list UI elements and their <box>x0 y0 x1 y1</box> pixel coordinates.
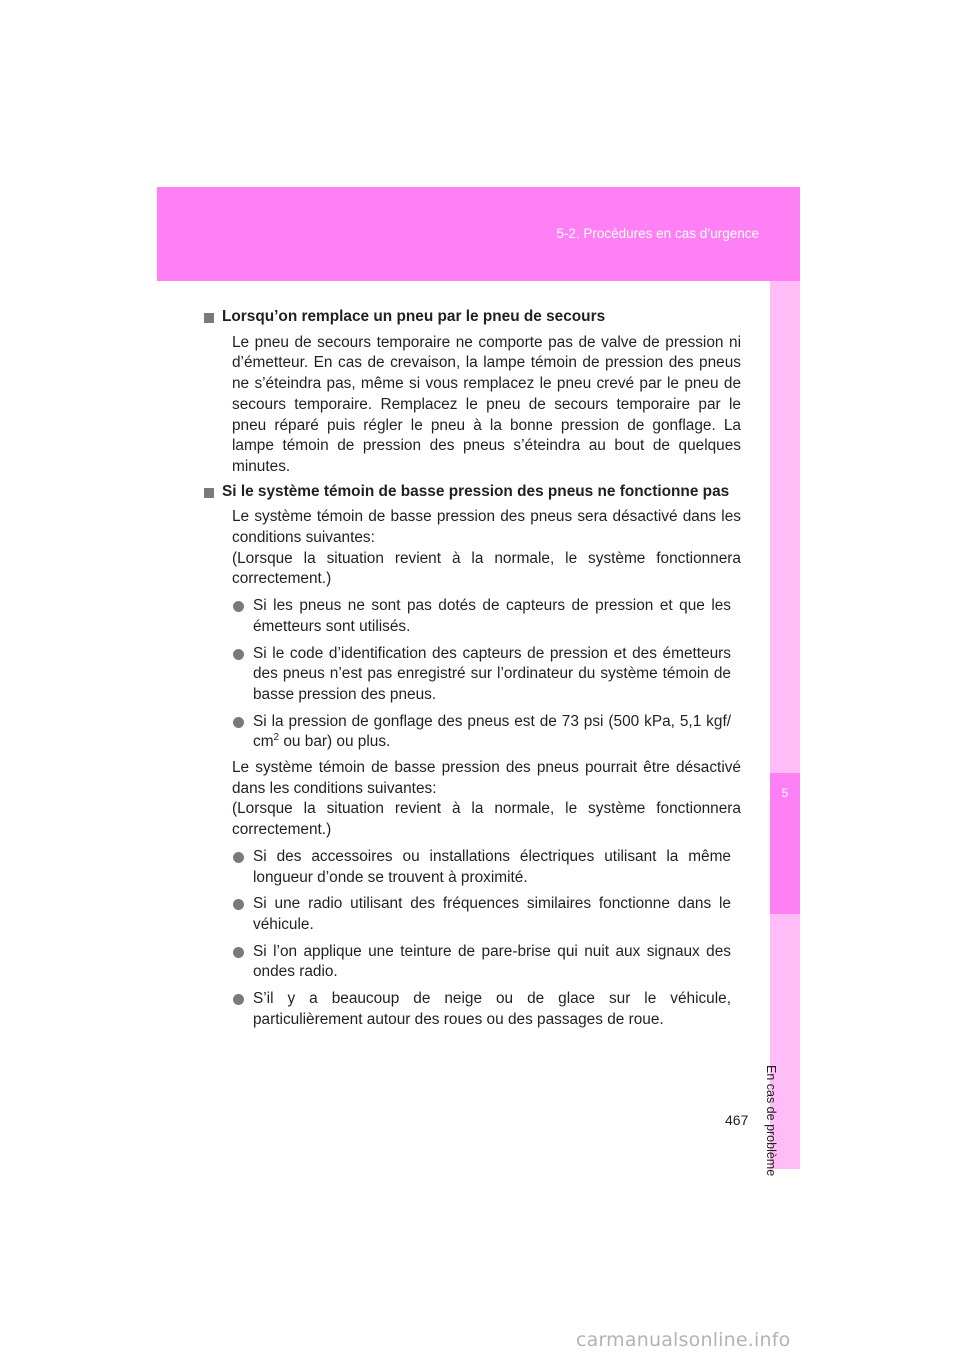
circle-bullet-icon <box>233 601 244 612</box>
circle-bullet-icon <box>233 899 244 910</box>
square-bullet-icon <box>204 313 214 323</box>
list-item: Si une radio utilisant des fréquences similaires fonctionne dans le véhicule. <box>222 894 741 935</box>
list-item: Si des accessoires ou installations électriques utilisant la même longueur d’onde se trouvent à proximité. <box>222 847 741 888</box>
list-item: Si la pression de gonflage des pneus est de 73 psi (500 kPa, 5,1 kgf/ $cm^2$ ou bar) ou plus. <box>222 712 741 753</box>
list-item: Si l’on applique une teinture de pare-brise qui nuit aux signaux des ondes radio. <box>222 942 741 983</box>
paragraph: Le pneu de secours temporaire ne comporte pas de valve de pression ni d’émetteur. En cas de crevaison, la lampe témoin de pression des pneus ne s’éteindra pas, même si vous remplacez le pneu crevé par le pneu de secours temporaire. Remplacez le pneu de secours temporaire par le pneu réparé puis régler le pneu à la bonne pression de gonflage. La lampe témoin de pression des pneus s’éteindra au bout de quelques minutes. <box>232 333 741 475</box>
square-bullet-icon <box>204 488 214 498</box>
circle-bullet-icon <box>233 852 244 863</box>
paragraph: (Lorsque la situation revient à la normale, le système fonctionnera correctement.) <box>232 800 741 839</box>
watermark: carmanualsonline.info <box>576 1329 791 1351</box>
page-number: 467 <box>725 1112 749 1128</box>
circle-bullet-icon <box>233 994 244 1005</box>
section-header-band <box>157 187 800 281</box>
paragraph: Le système témoin de basse pression des pneus sera désactivé dans les conditions suivantes: <box>232 508 741 547</box>
circle-bullet-icon <box>233 717 244 728</box>
section-header-title: 5-2. Procédures en cas d’urgence <box>556 226 759 241</box>
list-item: Si les pneus ne sont pas dotés de capteurs de pression et que les émetteurs sont utilisés. <box>222 596 741 637</box>
circle-bullet-icon <box>233 947 244 958</box>
section-heading: Si le système témoin de basse pression des pneus ne fonctionne pas <box>204 482 741 503</box>
page-content <box>222 307 741 1031</box>
circle-bullet-icon <box>233 649 244 660</box>
paragraph: (Lorsque la situation revient à la normale, le système fonctionnera correctement.) <box>232 549 741 588</box>
paragraph: Le système témoin de basse pression des pneus pourrait être désactivé dans les conditions suivantes: <box>232 759 741 797</box>
chapter-number: 5 <box>781 786 789 800</box>
list-item: S’il y a beaucoup de neige ou de glace sur le véhicule, particulièrement autour des roues ou des passages de roue. <box>222 989 741 1030</box>
chapter-side-tab <box>764 281 800 1177</box>
chapter-title: En cas de problème <box>764 1065 778 1177</box>
list-item: Si le code d’identification des capteurs de pression et des émetteurs des pneus n’est pas enregistré sur l’ordinateur du système témoin de basse pression des pneus. <box>222 644 741 706</box>
section-heading: Lorsqu’on remplace un pneu par le pneu de secours <box>204 307 741 328</box>
